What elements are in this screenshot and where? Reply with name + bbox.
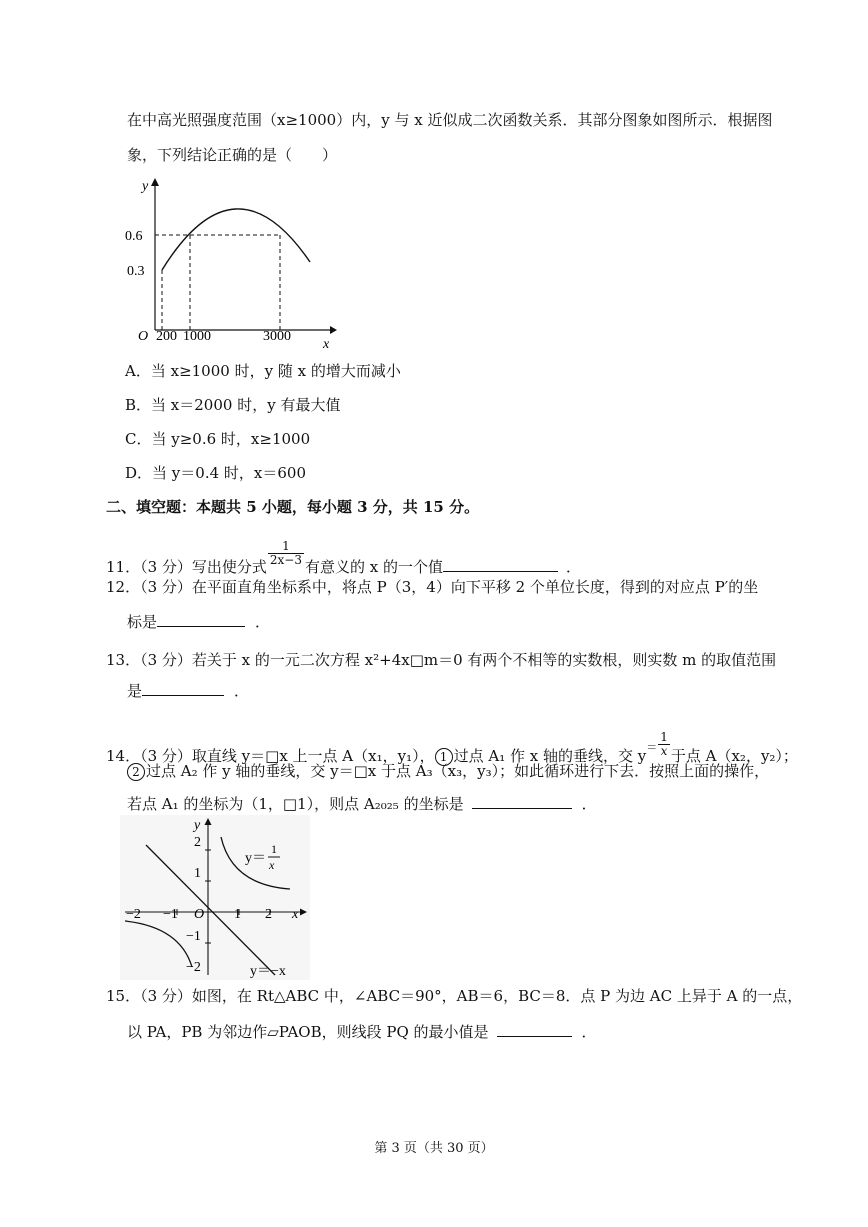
y-tick--1: −1: [186, 929, 201, 944]
figure-background: [120, 815, 310, 980]
q13-answer-blank[interactable]: [142, 681, 224, 696]
x-tick-200: 200: [156, 329, 177, 344]
q15-line2-text: 以 PA，PB 为邻边作▱PAOB，则线段 PQ 的最小值是: [127, 1023, 489, 1041]
origin-label: O: [194, 907, 205, 922]
q14-fraction: [658, 731, 670, 758]
q13-end: ．: [234, 682, 250, 700]
q14-end: ．: [581, 795, 597, 813]
q15-end: ．: [581, 1023, 597, 1041]
y-tick-2: 2: [194, 835, 201, 850]
x-tick-1000: 1000: [183, 329, 211, 344]
q15-answer-blank[interactable]: [497, 1022, 572, 1037]
q11-fraction: [268, 540, 304, 567]
line-label: y＝−x: [250, 964, 286, 979]
q11-frac-den: 2x−3: [269, 553, 302, 567]
x-axis-label: x: [323, 337, 330, 352]
y-axis-arrow: [151, 178, 159, 186]
q14-eq-sign: ＝: [646, 741, 658, 754]
q10-parabola-figure: [125, 172, 340, 352]
q10-option-d: [125, 463, 306, 483]
x-tick--1: −1: [163, 907, 178, 922]
option-text: 当 x≥1000 时，y 随 x 的增大而减小: [150, 362, 401, 380]
q11-end: ．: [566, 558, 582, 576]
curve-label-num: 1: [271, 842, 277, 856]
q12-line1: 12．（3 分）在平面直角坐标系中，将点 P（3，4）向下平移 2 个单位长度，得到的对应点 P′的坐: [106, 578, 759, 596]
q10-option-c: [125, 429, 310, 449]
q12-line2: [127, 612, 270, 632]
circled-number-2: 2: [127, 763, 145, 781]
q14-line1-c: 于点 A（x₂，y₂）；: [670, 747, 798, 765]
q14-answer-blank[interactable]: [472, 794, 572, 809]
option-letter: D．: [125, 464, 153, 482]
x-axis-label: x: [292, 907, 299, 922]
q10-option-a: [125, 361, 401, 381]
q13-line2: [127, 681, 249, 701]
q11-frac-num: 1: [268, 540, 304, 554]
section-heading-fill-in: 二、填空题：本题共 5 小题，每小题 3 分，共 15 分。: [106, 498, 480, 516]
q10-stem-line1: 在中高光照强度范围（x≥1000）内，y 与 x 近似成二次函数关系．其部分图象如图所示．根据图: [127, 111, 773, 129]
option-letter: C．: [125, 430, 152, 448]
q12-prefix: 标是: [127, 613, 158, 631]
x-tick--2: −2: [126, 907, 141, 922]
y-tick-1: 1: [194, 866, 201, 881]
q13-prefix: 是: [127, 682, 143, 700]
x-axis-arrow: [330, 326, 337, 334]
q11-line: [106, 540, 581, 577]
option-letter: A．: [125, 362, 151, 380]
q14-hyperbola-figure: [120, 815, 310, 980]
circled-number-1: 1: [435, 748, 453, 766]
q10-stem-line2: 象，下列结论正确的是（ ）: [127, 146, 338, 164]
q13-line1: 13．（3 分）若关于 x 的一元二次方程 x²+4x□m＝0 有两个不相等的实数根，则实数 m 的取值范围: [106, 651, 777, 669]
q14-line1-b: 过点 A₁ 作 x 轴的垂线，交 y: [453, 747, 647, 765]
parabola-curve: [162, 209, 310, 270]
q15-line2: [127, 1022, 597, 1042]
option-text: 当 x＝2000 时，y 有最大值: [151, 396, 341, 414]
x-tick-2: 2: [265, 907, 272, 922]
x-tick-3000: 3000: [263, 329, 291, 344]
q12-answer-blank[interactable]: [157, 612, 245, 627]
option-text: 当 y＝0.4 时，x＝600: [152, 464, 306, 482]
q11-answer-blank[interactable]: [443, 557, 558, 572]
curve-label-prefix: y＝: [245, 851, 266, 866]
page-footer: 第 3 页（共 30 页）: [374, 1141, 494, 1156]
origin-label: O: [138, 329, 149, 344]
y-tick-0.6: 0.6: [125, 229, 143, 244]
q14-line2: [127, 761, 769, 781]
q14-frac-den: x: [660, 744, 668, 758]
y-tick--2: −2: [186, 960, 201, 975]
y-tick-0.3: 0.3: [127, 264, 145, 279]
q14-frac-num: 1: [660, 730, 668, 744]
x-tick-1: 1: [234, 907, 241, 922]
y-axis-label: y: [142, 179, 149, 194]
q10-option-b: [125, 395, 340, 415]
q15-line1: 15．（3 分）如图，在 Rt△ABC 中，∠ABC＝90°，AB＝6，BC＝8．点 P 为边 AC 上异于 A 的一点，: [106, 987, 803, 1005]
q11-tail: 有意义的 x 的一个值: [305, 558, 443, 576]
q11-number: 11．（3 分）写出使分式: [106, 558, 267, 576]
q14-line1-a: 14．（3 分）取直线 y＝□x 上一点 A（x₁，y₁），: [106, 747, 435, 765]
y-axis-label: y: [194, 818, 201, 833]
curve-label-den: x: [269, 858, 275, 872]
q14-line3: [127, 794, 597, 814]
option-letter: B．: [125, 396, 152, 414]
option-text: 当 y≥0.6 时，x≥1000: [151, 430, 311, 448]
q14-line3-text: 若点 A₁ 的坐标为（1，□1），则点 A₂₀₂₅ 的坐标是: [127, 795, 464, 813]
q14-line2-text: 过点 A₂ 作 y 轴的垂线，交 y＝□x 于点 A₃（x₃，y₃）；如此循环进行下去．按照上面的操作，: [146, 762, 770, 780]
q12-end: ．: [255, 613, 271, 631]
